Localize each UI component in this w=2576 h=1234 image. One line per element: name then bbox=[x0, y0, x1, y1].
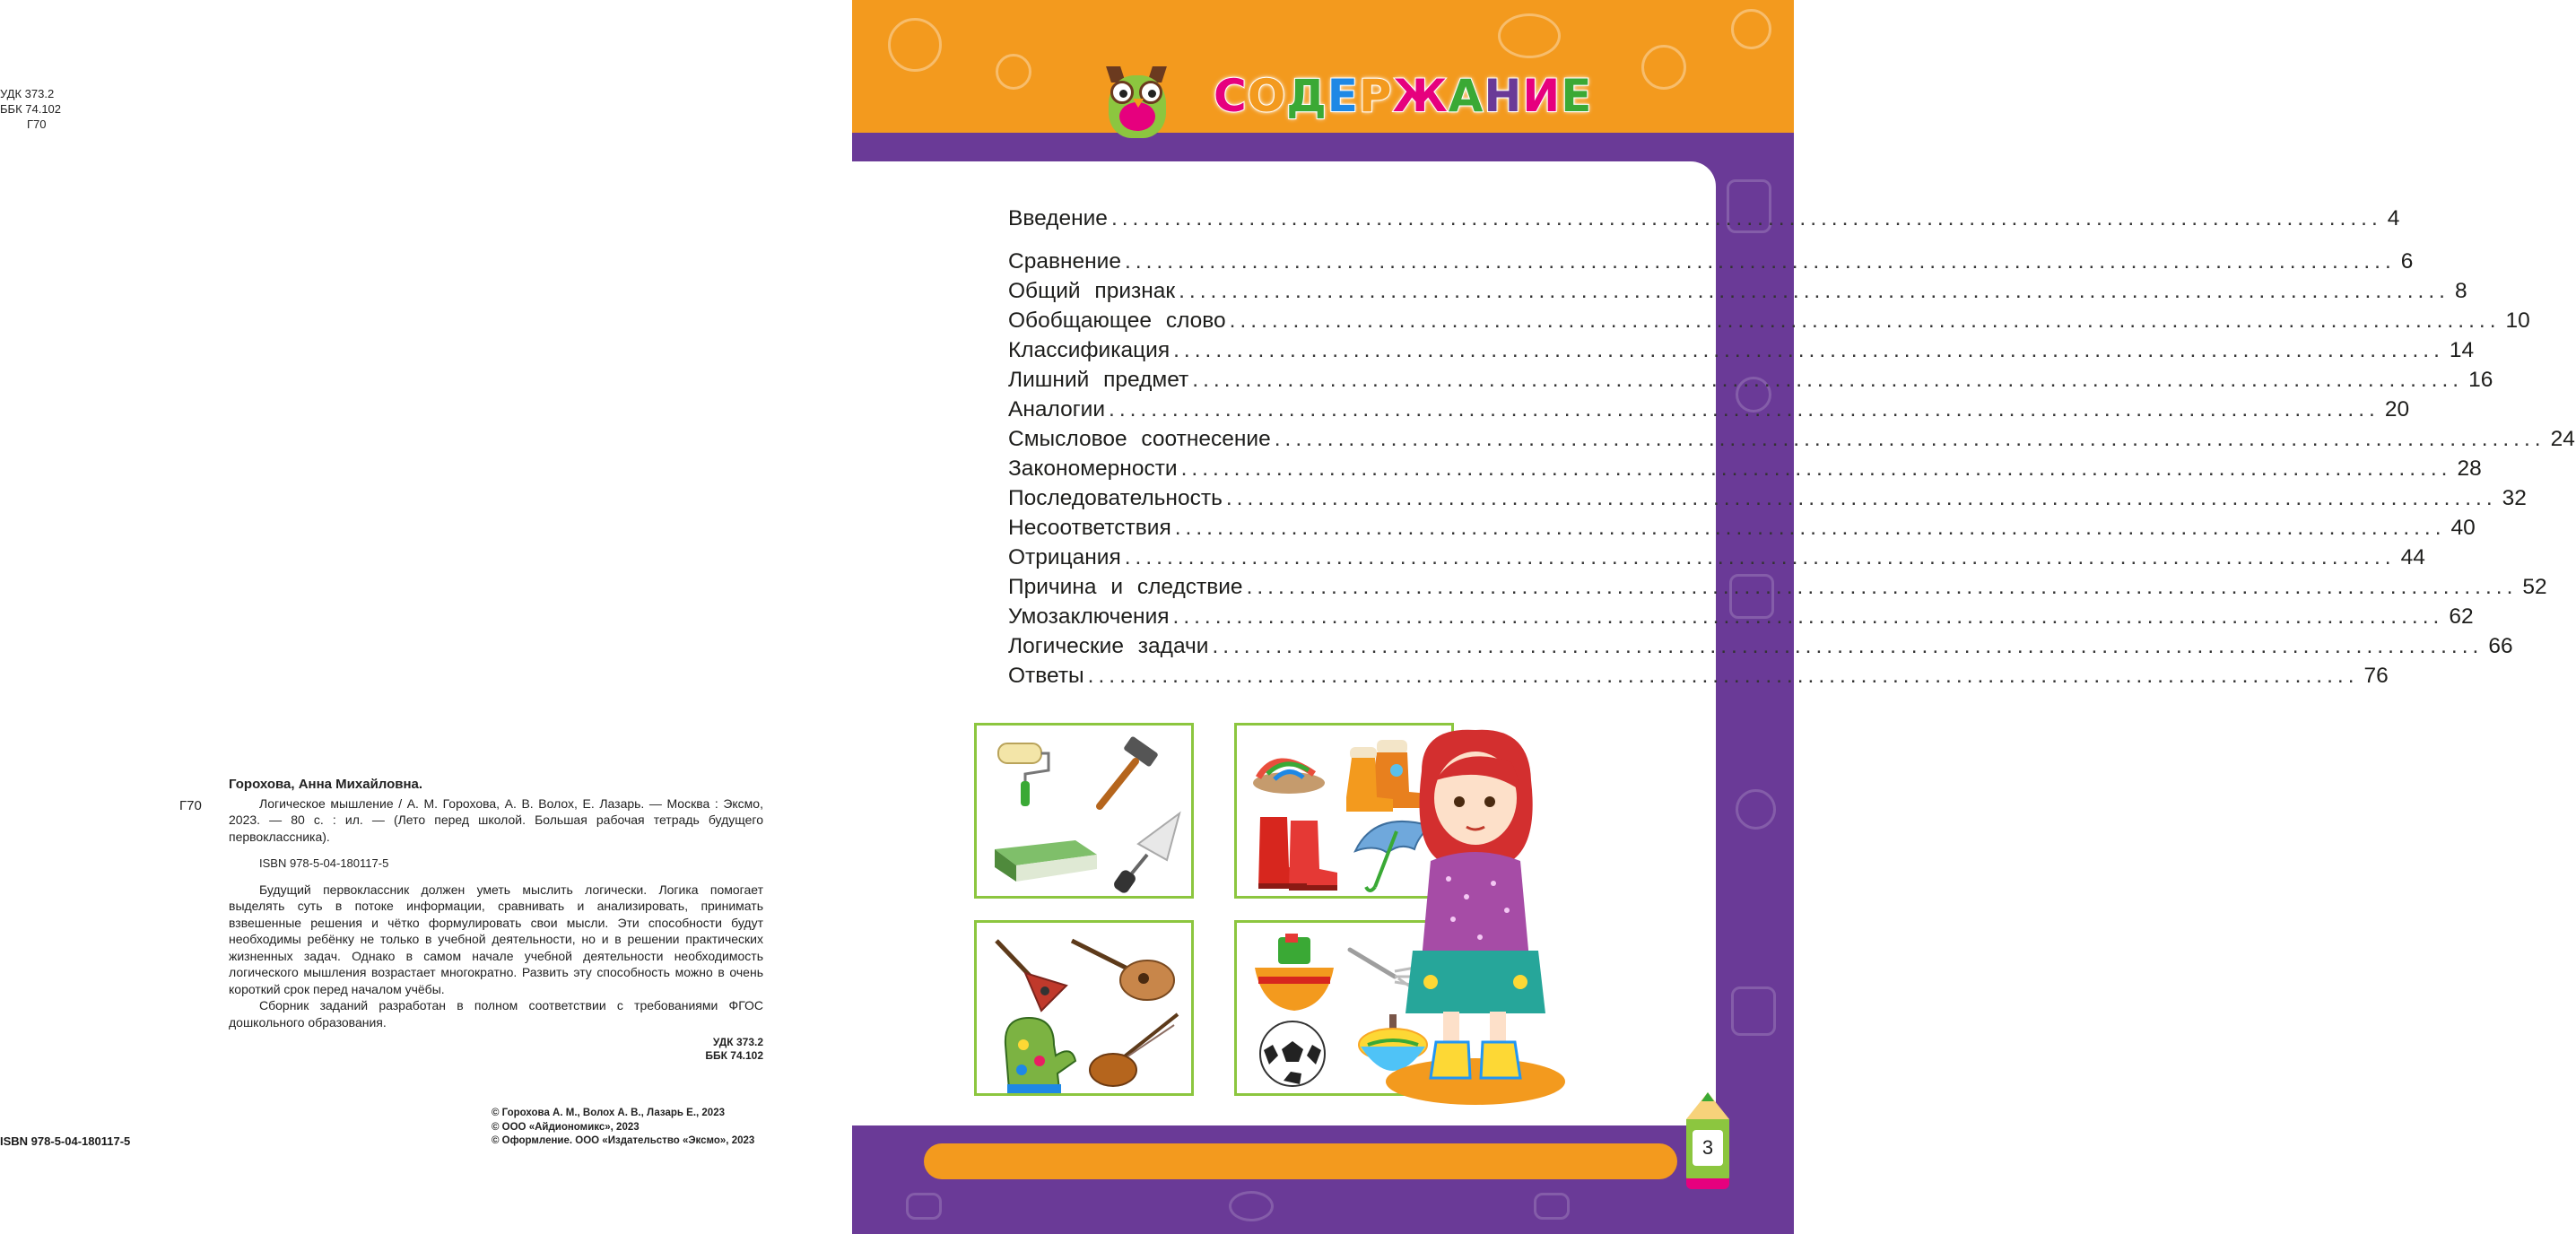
doodle-icon bbox=[1498, 13, 1561, 58]
toc-leader: ........................................................................................................................ bbox=[1212, 634, 2484, 658]
doodle-icon bbox=[1641, 45, 1686, 90]
doodle-icon bbox=[1731, 986, 1776, 1036]
title-letter: Ж bbox=[1392, 70, 1449, 122]
bbk-code: ББК 74.102 bbox=[0, 102, 62, 116]
rubber-boots-icon bbox=[1251, 812, 1341, 894]
doodle-icon bbox=[996, 54, 1031, 90]
bbk-code: ББК 74.102 bbox=[705, 1049, 763, 1062]
toc-leader: ........................................................................................................................ bbox=[1225, 486, 2497, 510]
toc-page-number: 14 bbox=[2449, 338, 2475, 362]
title-letter: Н bbox=[1484, 70, 1523, 122]
toc-label: Обобщающее слово bbox=[1008, 308, 1226, 333]
toc-entry[interactable] bbox=[1008, 516, 2476, 545]
author-mark-side: Г70 bbox=[179, 798, 202, 813]
annotation-paragraph-1: Будущий первоклассник должен уметь мыслить логически. Логика помогает выделять суть в потоке информации, сравнивать и анализировать, принимать взвешенные решения и чётко формулировать свои мысли. Эти способности будут необходимы ребёнку не только в учебной деятельности, но и в решении практических жизненных задач. Однако в самом начале учебной деятельности необходимость логического мышления возрастает многократно. Развить эту способность можно в очень короткий срок перед началом учёбы. bbox=[229, 882, 763, 996]
bibliographic-record: Логическое мышление / А. М. Горохова, А. В. Волох, Е. Лазарь. — Москва : Эксмо, 2023. — 80 с. : ил. — (Лето перед школой. Большая рабочая тетрадь будущего первоклассника). bbox=[229, 795, 763, 844]
paint-roller-icon bbox=[993, 738, 1056, 810]
toc-leader: ........................................................................................................................ bbox=[1246, 575, 2518, 599]
toc-label: Последовательность bbox=[1008, 486, 1223, 510]
toc-entry[interactable] bbox=[1008, 456, 2482, 486]
udk-block-right bbox=[229, 1036, 763, 1063]
title-letter: Е bbox=[1561, 70, 1593, 122]
toc-entry[interactable] bbox=[1008, 545, 2425, 575]
doodle-icon bbox=[1229, 1191, 1274, 1221]
toc-page-number: 8 bbox=[2454, 279, 2467, 303]
toc-entry[interactable] bbox=[1008, 575, 2547, 604]
title-letter: С bbox=[1214, 70, 1248, 122]
footer-bar bbox=[924, 1143, 1677, 1179]
toc-page-number: 44 bbox=[2400, 545, 2425, 569]
toc-leader: ........................................................................................................................ bbox=[1109, 397, 2380, 421]
sandals-icon bbox=[1249, 738, 1330, 801]
toc-label: Лишний предмет bbox=[1008, 368, 1189, 392]
toc-leader: ........................................................................................................................ bbox=[1110, 206, 2382, 230]
toc-label: Причина и следствие bbox=[1008, 575, 1243, 599]
violin-icon bbox=[1084, 1007, 1183, 1093]
toc-leader: ........................................................................................................................ bbox=[1179, 279, 2450, 303]
toc-leader: ........................................................................................................................ bbox=[1229, 308, 2501, 333]
owl-icon bbox=[1103, 65, 1171, 142]
toc-page-number: 20 bbox=[2384, 397, 2410, 421]
toc-leader: ........................................................................................................................ bbox=[1274, 427, 2546, 451]
toc-page-number: 28 bbox=[2457, 456, 2482, 481]
toc-entry[interactable] bbox=[1008, 308, 2530, 338]
annotation-paragraph-2: Сборник заданий разработан в полном соответствии с требованиями ФГОС дошкольного образования. bbox=[229, 998, 763, 1030]
author-mark: Г70 bbox=[27, 117, 47, 131]
title-letter: А bbox=[1448, 70, 1484, 122]
toc-entry[interactable] bbox=[1008, 397, 2410, 427]
toc-label: Логические задачи bbox=[1008, 634, 1209, 658]
toc-page-number: 4 bbox=[2387, 206, 2400, 230]
contents-page bbox=[852, 0, 2575, 1234]
toc-label: Смысловое соотнесение bbox=[1008, 427, 1271, 451]
toc-entry[interactable] bbox=[1008, 338, 2475, 368]
oven-mitt-icon bbox=[991, 1009, 1081, 1095]
udk-block-top bbox=[0, 86, 61, 132]
toc-leader: ........................................................................................................................ bbox=[1192, 368, 2464, 392]
toc-leader: ........................................................................................................................ bbox=[1124, 249, 2396, 274]
toc-leader: ........................................................................................................................ bbox=[1173, 338, 2444, 362]
copyright-line: © Горохова А. М., Волох А. В., Лазарь Е., 2023 bbox=[492, 1108, 725, 1118]
toc-entry[interactable] bbox=[1008, 368, 2493, 397]
soccer-ball-icon bbox=[1257, 1018, 1328, 1090]
udk-code: УДК 373.2 bbox=[712, 1036, 763, 1048]
toc-entry[interactable] bbox=[1008, 427, 2575, 456]
page-number-pencil bbox=[1686, 1092, 1729, 1191]
illustration-box-tools bbox=[974, 723, 1194, 899]
toc-label: Отрицания bbox=[1008, 545, 1121, 569]
imprint-block bbox=[179, 777, 763, 1063]
book-icon bbox=[986, 831, 1102, 885]
toc-entry[interactable] bbox=[1008, 486, 2527, 516]
udk-code: УДК 373.2 bbox=[0, 87, 55, 100]
trowel-icon bbox=[1111, 808, 1183, 898]
copyright-line: © ООО «Айдиономикс», 2023 bbox=[492, 1121, 640, 1133]
toc-label: Введение bbox=[1008, 206, 1108, 230]
doodle-icon bbox=[1736, 789, 1776, 830]
toc-label: Общий признак bbox=[1008, 279, 1176, 303]
toc-page-number: 76 bbox=[2363, 664, 2389, 688]
toc-label: Классификация bbox=[1008, 338, 1171, 362]
toc-page-number: 52 bbox=[2522, 575, 2547, 599]
toc-page-number: 24 bbox=[2550, 427, 2575, 451]
title-letter: Р bbox=[1358, 70, 1393, 122]
toc-entry[interactable] bbox=[1008, 634, 2513, 664]
toc-entry[interactable] bbox=[1008, 604, 2474, 634]
isbn-line: ISBN 978-5-04-180117-5 bbox=[259, 856, 389, 870]
toc-page-number: 66 bbox=[2488, 634, 2513, 658]
toy-boat-icon bbox=[1249, 930, 1339, 1016]
title-letter: Е bbox=[1327, 70, 1359, 122]
copyright-line: © Оформление. ООО «Издательство «Эксмо», 2023 bbox=[492, 1135, 755, 1146]
author-name: Горохова, Анна Михайловна. bbox=[229, 777, 423, 792]
doodle-icon bbox=[1731, 9, 1771, 49]
toc-page-number: 62 bbox=[2449, 604, 2474, 629]
toc-entry[interactable] bbox=[1008, 249, 2414, 279]
guitar-icon bbox=[1066, 930, 1183, 1011]
girl-illustration bbox=[1386, 726, 1565, 1103]
toc-label: Умозаключения bbox=[1008, 604, 1170, 629]
imprint-page bbox=[0, 0, 852, 1234]
toc-label: Аналогии bbox=[1008, 397, 1106, 421]
illustration-box-instruments bbox=[974, 920, 1194, 1096]
toc-leader: ........................................................................................................................ bbox=[1180, 456, 2452, 481]
title-letter: Д bbox=[1286, 70, 1327, 122]
toc-page-number: 6 bbox=[2400, 249, 2414, 274]
toc-page-number: 40 bbox=[2450, 516, 2476, 540]
toc-label: Закономерности bbox=[1008, 456, 1178, 481]
doodle-icon bbox=[906, 1193, 942, 1220]
toc-leader: ........................................................................................................................ bbox=[1124, 545, 2396, 569]
copyright-block bbox=[492, 1107, 754, 1149]
toc-leader: ........................................................................................................................ bbox=[1174, 516, 2446, 540]
toc-leader: ........................................................................................................................ bbox=[1172, 604, 2444, 629]
toc-entry[interactable] bbox=[1008, 664, 2389, 693]
doodle-icon bbox=[1534, 1193, 1570, 1220]
toc-entry[interactable] bbox=[1008, 279, 2467, 308]
table-of-contents bbox=[1008, 206, 2575, 693]
toc-label: Ответы bbox=[1008, 664, 1084, 688]
title-letter: О bbox=[1247, 70, 1287, 122]
hammer-icon bbox=[1089, 738, 1170, 814]
balalaika-icon bbox=[989, 934, 1070, 1014]
page-number: 3 bbox=[1693, 1130, 1723, 1166]
page-title bbox=[1214, 70, 1592, 122]
toc-page-number: 32 bbox=[2502, 486, 2527, 510]
toc-page-number: 10 bbox=[2505, 308, 2530, 333]
doodle-icon bbox=[888, 18, 942, 72]
toc-label: Несоответствия bbox=[1008, 516, 1171, 540]
toc-leader: ........................................................................................................................ bbox=[1087, 664, 2359, 688]
toc-entry[interactable] bbox=[1008, 206, 2400, 236]
toc-label: Сравнение bbox=[1008, 249, 1121, 274]
toc-page-number: 16 bbox=[2468, 368, 2493, 392]
isbn-bottom: ISBN 978-5-04-180117-5 bbox=[0, 1134, 131, 1148]
title-letter: И bbox=[1522, 70, 1562, 122]
